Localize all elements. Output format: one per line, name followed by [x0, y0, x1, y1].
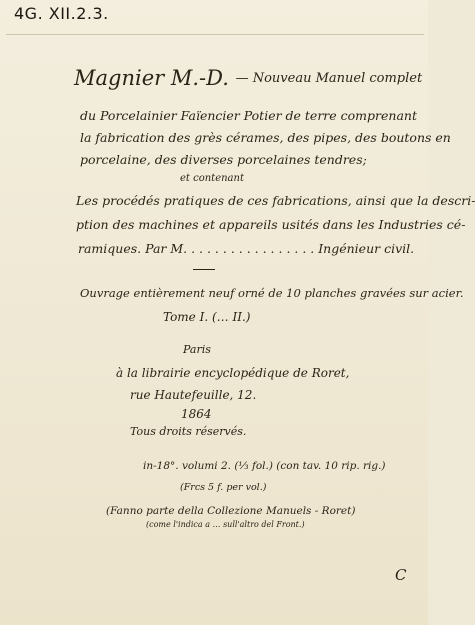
title-line-3: la fabrication des grès cérames, des pipes, des boutons en — [80, 130, 451, 145]
bookshop-line: à la librairie encyclopédique de Roret, — [116, 366, 350, 380]
divider — [193, 269, 215, 270]
title-line-4: porcelaine, des diverses porcelaines tendres; — [80, 152, 367, 167]
price-line: (Frcs 5 f. per vol.) — [180, 482, 267, 493]
author-title-line — [74, 66, 422, 90]
year-line: 1864 — [181, 407, 212, 421]
format-line: in-18°. volumi 2. (⅓ fol.) (con tav. 10 rip. rig.) — [143, 460, 386, 472]
city-line: Paris — [183, 343, 211, 356]
volume-line: Tome I. (… II.) — [163, 310, 251, 324]
corner-mark: C — [395, 566, 407, 584]
plates-line: Ouvrage entièrement neuf orné de 10 planches gravées sur acier. — [80, 286, 464, 300]
author-name: Magnier M.-D. — [74, 66, 229, 90]
series-note: (come l'indica a … sull'altro del Front.) — [146, 520, 305, 529]
series-line: (Fanno parte della Collezione Manuels - Roret) — [106, 505, 356, 517]
content-line-2: ption des machines et appareils usités dans les Industries cé- — [76, 217, 466, 232]
title-line-2: du Porcelainier Faïencier Potier de terre comprenant — [80, 108, 417, 123]
title-line-1: — Nouveau Manuel complet — [235, 71, 423, 86]
and-containing: et contenant — [180, 173, 244, 184]
content-line-1: Les procédés pratiques de ces fabrications, ainsi que la descri- — [76, 193, 475, 208]
header-rule — [6, 34, 424, 35]
shelfmark: 4G. XII.2.3. — [14, 4, 109, 23]
street-line: rue Hautefeuille, 12. — [130, 388, 257, 402]
rights-line: Tous droits réservés. — [130, 425, 247, 438]
content-line-3: ramiques. Par M. . . . . . . . . . . . . . . . . Ingénieur civil. — [78, 241, 415, 256]
